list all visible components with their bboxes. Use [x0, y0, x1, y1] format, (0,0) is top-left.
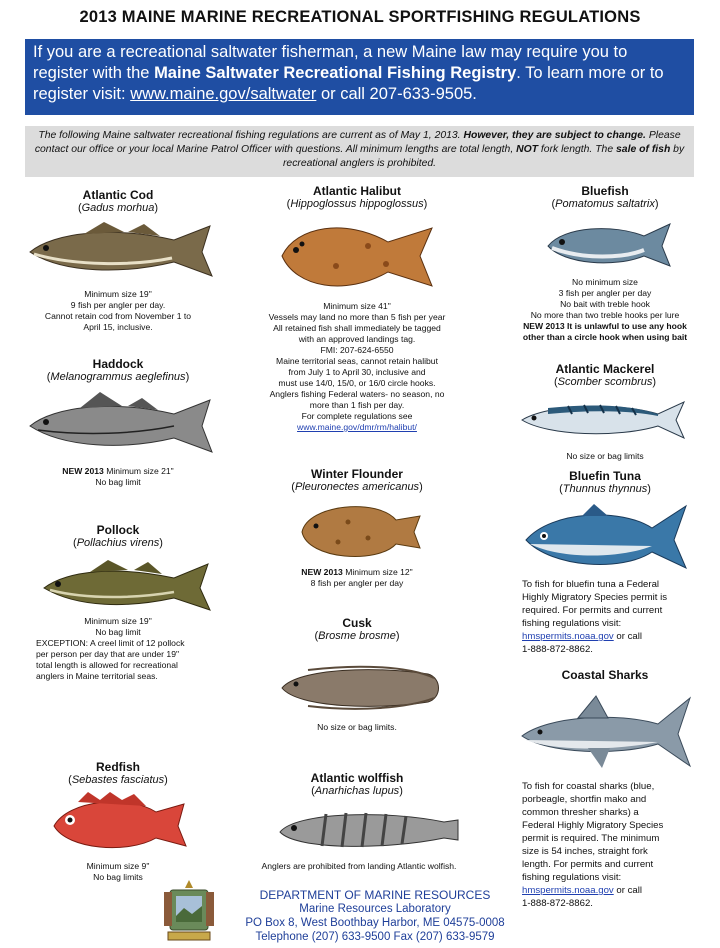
- reg-line: per person per day that are under 19": [36, 649, 180, 659]
- reg-text: or call: [613, 631, 642, 642]
- atlantic-mackerel-image: [518, 396, 688, 444]
- sci-text: Anarhichas lupus: [314, 785, 400, 797]
- reg-line: Vessels may land no more than 5 fish per year: [268, 312, 446, 322]
- flounder-regulations: [252, 567, 462, 589]
- reg-line: Minimum size 19": [84, 616, 152, 626]
- banner-text: If you are a recreational saltwater fisherman, a new Maine law may require you to register with the: [33, 43, 628, 82]
- cod-regulations: [20, 289, 216, 333]
- sci-text: Thunnus thynnus: [562, 483, 648, 495]
- sci-text: Scomber scombrus: [557, 376, 653, 388]
- sharks-regulations: [522, 780, 712, 910]
- sharks-phone: 1-888-872-8862.: [522, 898, 593, 909]
- reg-line: must use 14/0, 15/0, or 16/0 circle hooks.: [278, 378, 436, 388]
- tuna-section: [500, 469, 710, 495]
- cusk-regulations: [252, 722, 462, 733]
- banner-text-post: or call 207-633-9505.: [316, 85, 477, 103]
- dmr-footer: [225, 888, 525, 944]
- sci-text: Gadus morhua: [81, 202, 155, 214]
- reg-line: Highly Migratory Species permit is: [522, 592, 668, 603]
- reg-line: No bait with treble hook: [560, 299, 650, 309]
- halibut-regulations: [244, 301, 470, 433]
- reg-line: total length is allowed for recreational: [36, 660, 178, 670]
- new-2013-label: NEW 2013: [301, 567, 343, 577]
- phone-fax: Telephone (207) 633-9500 Fax (207) 633-9579: [255, 931, 495, 943]
- reg-line: [522, 884, 712, 897]
- registry-banner: [25, 39, 694, 115]
- fish-name: Atlantic Mackerel: [555, 362, 655, 376]
- saltwater-link[interactable]: www.maine.gov/saltwater: [130, 85, 317, 103]
- tuna-regulations: [522, 578, 712, 656]
- redfish-section: [20, 760, 216, 786]
- fish-name: Pollock: [96, 523, 140, 537]
- reg-line: FMI: 207-624-6550: [320, 345, 394, 355]
- fish-name: Haddock: [92, 357, 144, 371]
- fish-name: Bluefin Tuna: [569, 469, 641, 483]
- bluefish-section: [500, 184, 710, 210]
- flounder-section: [252, 467, 462, 493]
- sci-text: Sebastes fasciatus: [71, 774, 165, 786]
- winter-flounder-image: [298, 498, 424, 564]
- wolffish-regulations: [244, 861, 474, 872]
- reg-line: 8 fish per angler per day: [310, 578, 404, 588]
- reg-line: from July 1 to April 30, inclusive and: [288, 367, 426, 377]
- min-size: Minimum size 21": [103, 466, 174, 476]
- sci-text: Pollachius virens: [76, 537, 160, 549]
- reg-line: common thresher sharks) a: [522, 807, 639, 818]
- reg-line: 3 fish per angler per day: [558, 288, 652, 298]
- registry-name: Maine Saltwater Recreational Fishing Registry: [154, 64, 517, 82]
- haddock-image: [24, 390, 214, 458]
- reg-line: No more than two treble hooks per lure: [530, 310, 680, 320]
- reg-line: No minimum size: [572, 277, 638, 287]
- reg-line: fishing regulations visit:: [522, 872, 622, 883]
- reg-line: No bag limit: [95, 477, 141, 487]
- pollock-exception: [36, 638, 220, 682]
- reg-line: To fish for bluefin tuna a Federal: [522, 579, 660, 590]
- reg-line: 9 fish per angler per day.: [70, 300, 166, 310]
- notice-sale: sale of fish: [616, 144, 671, 155]
- notice-not: NOT: [516, 144, 539, 155]
- reg-line: No bag limit: [95, 627, 141, 637]
- hms-permits-link[interactable]: hmspermits.noaa.gov: [522, 631, 614, 642]
- fish-name: Cusk: [342, 616, 372, 630]
- hms-permits-link[interactable]: hmspermits.noaa.gov: [522, 885, 614, 896]
- halibut-link[interactable]: www.maine.gov/dmr/rm/halibut/: [297, 422, 417, 432]
- cod-section: [20, 188, 216, 214]
- notice-text-4: by recreational anglers is prohibited.: [282, 144, 685, 169]
- regulations-notice: [25, 126, 694, 177]
- cusk-section: [252, 616, 462, 642]
- reg-line: [522, 630, 712, 643]
- department-name: DEPARTMENT OF MARINE RESOURCES: [259, 888, 491, 902]
- atlantic-halibut-image: [276, 216, 436, 296]
- reg-line: Cannot retain cod from November 1 to: [44, 311, 192, 321]
- atlantic-cod-image: [24, 218, 214, 282]
- coastal-shark-image: [518, 694, 694, 772]
- banner-text-mid: . To learn more or to register visit:: [33, 64, 664, 103]
- min-size: Minimum size 12": [342, 567, 413, 577]
- scientific-name: (Hippoglossus hippoglossus): [286, 198, 428, 210]
- haddock-regulations: [20, 466, 216, 488]
- reg-line: [20, 466, 216, 477]
- notice-text: The following Maine saltwater recreational fishing regulations are current as of May 1, 2013.: [38, 130, 464, 141]
- reg-line: porbeagle, shortfin mako and: [522, 794, 647, 805]
- maine-seal-icon: [162, 878, 216, 944]
- cusk-image: [278, 660, 444, 714]
- fish-name: Atlantic wolffish: [310, 771, 404, 785]
- reg-line: Minimum size 19": [84, 289, 152, 299]
- reg-line: Anglers fishing Federal waters- no season, no: [269, 389, 445, 399]
- scientific-name: (Scomber scombrus): [553, 376, 657, 388]
- bluefish-image: [544, 218, 674, 270]
- scientific-name: (Brosme brosme): [314, 630, 400, 642]
- scientific-name: (Pleuronectes americanus): [291, 481, 423, 493]
- reg-text: or call: [613, 885, 642, 896]
- scientific-name: (Sebastes fasciatus): [68, 774, 168, 786]
- fish-name: Winter Flounder: [311, 467, 403, 481]
- reg-line: No size or bag limits.: [317, 722, 397, 732]
- redfish-image: [48, 790, 188, 856]
- sharks-section: [500, 668, 710, 682]
- notice-text-3: fork length. The: [538, 144, 617, 155]
- page-title: 2013 MAINE MARINE RECREATIONAL SPORTFISHING REGULATIONS: [79, 8, 641, 26]
- fish-name: Coastal Sharks: [561, 668, 649, 682]
- new-2013-hook-rule: NEW 2013 It is unlawful to use any hook: [523, 321, 687, 331]
- bluefin-tuna-image: [522, 502, 690, 572]
- mackerel-section: [500, 362, 710, 388]
- sci-text: Brosme brosme: [318, 630, 396, 642]
- reg-line: anglers in Maine territorial seas.: [36, 671, 158, 681]
- pollock-section: [20, 523, 216, 549]
- reg-line: No size or bag limits: [566, 451, 644, 461]
- pollock-regulations: [20, 616, 216, 638]
- fish-name: Bluefish: [581, 184, 629, 198]
- reg-line: April 15, inclusive.: [83, 322, 153, 332]
- sci-text: Hippoglossus hippoglossus: [290, 198, 424, 210]
- reg-line: fishing regulations visit:: [522, 618, 622, 629]
- sci-text: Pomatomus saltatrix: [555, 198, 655, 210]
- reg-line: [252, 567, 462, 578]
- fish-name: Redfish: [95, 760, 140, 774]
- reg-line: length. For permits and current: [522, 859, 654, 870]
- scientific-name: (Anarhichas lupus): [311, 785, 403, 797]
- reg-line: more than 1 fish per day.: [309, 400, 405, 410]
- bluefish-regulations: [500, 277, 710, 343]
- wolffish-section: [252, 771, 462, 797]
- reg-line: EXCEPTION: A creel limit of 12 pollock: [36, 638, 185, 648]
- atlantic-wolffish-image: [276, 806, 462, 854]
- mackerel-regulations: [500, 451, 710, 462]
- reg-line: Anglers are prohibited from landing Atlantic wolfish.: [261, 861, 457, 871]
- new-2013-label: NEW 2013: [62, 466, 104, 476]
- scientific-name: (Pomatomus saltatrix): [551, 198, 659, 210]
- reg-line: permit is required. The minimum: [522, 833, 660, 844]
- halibut-section: [252, 184, 462, 210]
- reg-line: All retained fish shall immediately be tagged: [273, 323, 441, 333]
- notice-warning: However, they are subject to change.: [463, 130, 646, 141]
- reg-line: with an approved landings tag.: [298, 334, 416, 344]
- reg-line: Federal Highly Migratory Species: [522, 820, 664, 831]
- reg-line: For complete regulations see: [301, 411, 413, 421]
- reg-line: Minimum size 41": [323, 301, 391, 311]
- scientific-name: (Melanogrammus aeglefinus): [46, 371, 190, 383]
- scientific-name: (Thunnus thynnus): [559, 483, 651, 495]
- laboratory-name: Marine Resources Laboratory: [299, 903, 451, 915]
- reg-line: Maine territorial seas, cannot retain halibut: [276, 356, 438, 366]
- haddock-section: [20, 357, 216, 383]
- sci-text: Pleuronectes americanus: [294, 481, 420, 493]
- fish-name: Atlantic Cod: [82, 188, 154, 202]
- scientific-name: (Gadus morhua): [77, 202, 159, 214]
- tuna-phone: 1-888-872-8862.: [522, 644, 593, 655]
- sci-text: Melanogrammus aeglefinus: [50, 371, 186, 383]
- reg-line: No bag limits: [93, 872, 143, 882]
- scientific-name: (Pollachius virens): [73, 537, 163, 549]
- fish-name: Atlantic Halibut: [312, 184, 401, 198]
- notice-text-2: Please contact our office or your local Marine Patrol Officer with questions. All minimum lengths are total length,: [34, 130, 681, 155]
- new-2013-hook-rule-2: other than a circle hook when using bait: [522, 332, 688, 342]
- reg-line: size is 54 inches, straight fork: [522, 846, 648, 857]
- address: PO Box 8, West Boothbay Harbor, ME 04575-0008: [245, 917, 505, 929]
- pollock-image: [38, 556, 212, 616]
- reg-line: Minimum size 9": [86, 861, 150, 871]
- reg-line: required. For permits and current: [522, 605, 663, 616]
- reg-line: To fish for coastal sharks (blue,: [522, 781, 655, 792]
